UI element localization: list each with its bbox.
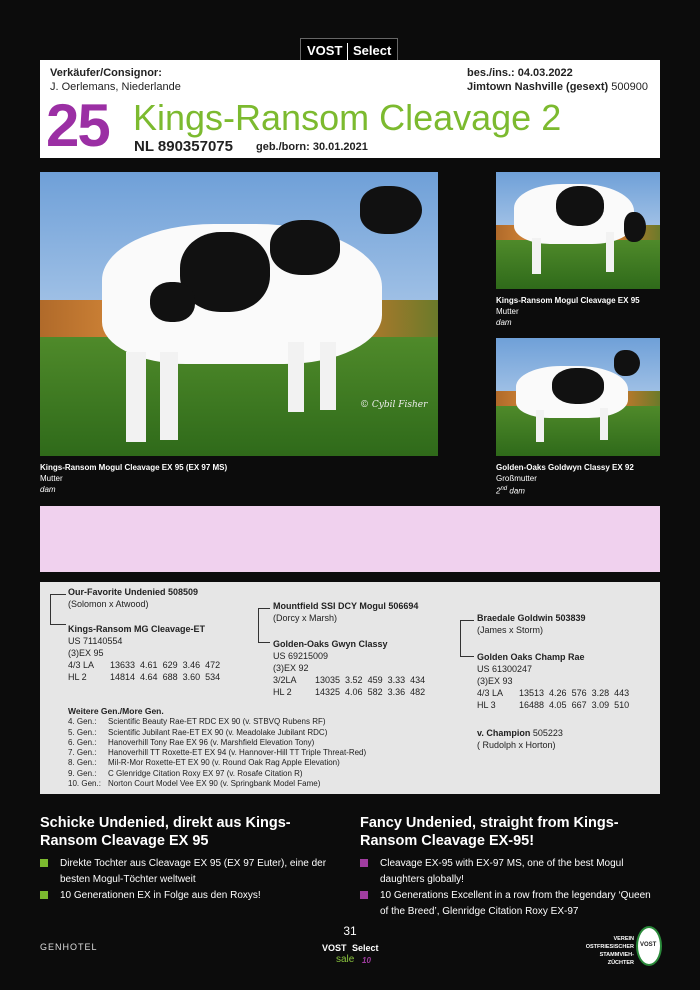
main-photo-caption xyxy=(40,462,340,495)
pedigree-dam: Kings-Ransom MG Cleavage-ET US 71140554 (3)EX 95 4/3 LA 13633 4.61 629 3.46 472 HL 2 14814 4.64 688 3.60 534 xyxy=(68,623,225,683)
generation-row: 6. Gen.: Hanoverhill Tony Rae EX 96 (v. Marshfield Elevation Tony) xyxy=(68,737,315,747)
side-photo-dam-relation-en: dam xyxy=(496,318,512,327)
main-photo-relation-en: dam xyxy=(40,485,56,494)
insemination-sire-number: 500900 xyxy=(611,81,648,93)
english-bullet: Cleavage EX-95 with EX-97 MS, one of the best Mogul daughters globally! xyxy=(360,856,660,888)
notes-box xyxy=(40,506,660,572)
insemination-sire-name: Jimtown Nashville (gesext) xyxy=(467,81,609,93)
dam-lactation-table: 4/3 LA 13633 4.61 629 3.46 472 HL 2 14814 4.64 688 3.60 534 xyxy=(68,660,221,682)
pedigree-granddam: Golden-Oaks Gwyn Classy US 69215009 (3)EX 92 3/2LA 13035 3.52 459 3.33 434 HL 2 14325 4.06 582 3.36 482 xyxy=(273,638,430,698)
granddam-lactation-table: 3/2LA 13035 3.52 459 3.33 434 HL 2 14325 4.06 582 3.36 482 xyxy=(273,675,426,697)
bullet-square-icon xyxy=(360,859,368,867)
verein-text: VEREIN OSTFRIESISCHER STAMMVIEH- ZÜCHTER xyxy=(585,936,634,966)
generation-row: 7. Gen.: Hanoverhill TT Roxette-ET EX 94 (v. Hannover-Hill TT Triple Threat-Red) xyxy=(68,748,367,758)
vost-select-sale-footer-logo: VOST Select sale 10 xyxy=(322,943,379,965)
genhotel-logo: GENHOTEL xyxy=(40,942,98,952)
side-photo-granddam-caption xyxy=(496,462,660,497)
insemination-sire xyxy=(467,81,648,93)
generation-row: 10. Gen.: Norton Court Model Vee EX 90 (v. Springbank Model Fame) xyxy=(68,779,321,789)
pedigree-box xyxy=(40,582,660,794)
ggdam-lactation-table: 4/3 LA 13513 4.26 576 3.28 443 HL 3 16488 4.05 667 3.09 510 xyxy=(477,688,630,710)
pedigree-champion: v. Champion 505223 ( Rudolph x Horton) xyxy=(477,728,563,750)
english-bullet: 10 Generations Excellent in a row from the legendary ‘Queen of the Breed’, Glenridge Citation Roxy EX-97 xyxy=(360,888,660,920)
side-photo-dam xyxy=(496,172,660,289)
generation-row: 4. Gen.: Scientific Beauty Rae-ET RDC EX 90 (v. STBVQ Rubens RF) xyxy=(68,717,326,727)
side-photo-granddam-relation-en: 2nd dam xyxy=(496,486,525,496)
german-bullet: Direkte Tochter aus Cleavage EX 95 (EX 97 Euter), eine der besten Mogul-Töchter weltweit xyxy=(40,856,340,888)
generation-row: 8. Gen.: Mil-R-Mor Roxette-ET EX 90 (v. Round Oak Rag Apple Elevation) xyxy=(68,758,340,768)
side-photo-dam-relation: Mutter xyxy=(496,307,519,316)
pedigree-sire: Our-Favorite Undenied 508509 (Solomon x Atwood) xyxy=(68,587,199,609)
main-photo xyxy=(40,172,438,456)
german-title: Schicke Undenied, direkt aus Kings-Ransom Cleavage EX 95 xyxy=(40,815,291,849)
side-photo-granddam xyxy=(496,338,660,456)
registration-number: NL 890357075 xyxy=(134,138,233,155)
german-bullet: 10 Generationen EX in Folge aus den Roxys! xyxy=(40,888,340,904)
seller-name: J. Oerlemans, Niederlande xyxy=(50,81,181,93)
pedigree-ggdam: Golden Oaks Champ Rae US 61300247 (3)EX 93 4/3 LA 13513 4.26 576 3.28 443 HL 3 16488 4.05 667 3.09 510 xyxy=(477,651,634,711)
generation-row: 5. Gen.: Scientific Jubilant Rae-ET EX 90 (v. Meadolake Jubilant RDC) xyxy=(68,727,328,737)
pedigree-mgs: Mountfield SSI DCY Mogul 506694 (Dorcy x Marsh) xyxy=(273,601,419,623)
bullet-square-icon xyxy=(40,859,48,867)
side-photo-granddam-title: Golden-Oaks Goldwyn Classy EX 92 xyxy=(496,463,634,472)
photo-watermark: © Cybil Fisher xyxy=(360,400,428,410)
lot-number: 25 xyxy=(46,92,109,159)
insemination-label: bes./ins.: 04.03.2022 xyxy=(467,67,573,79)
animal-name: Kings-Ransom Cleavage 2 xyxy=(133,97,562,138)
main-photo-relation: Mutter xyxy=(40,474,63,483)
vost-seal-logo: VOST xyxy=(636,926,662,966)
pedigree-mggs: Braedale Goldwin 503839 (James x Storm) xyxy=(477,613,586,635)
seller-label: Verkäufer/Consignor: xyxy=(50,67,162,79)
generation-row: 9. Gen.: C Glenridge Citation Roxy EX 97 (v. Rosafe Citation R) xyxy=(68,768,303,778)
more-generations xyxy=(68,706,366,789)
logo-vost: VOST xyxy=(307,43,343,58)
bullet-square-icon xyxy=(40,891,48,899)
birth-date: geb./born: 30.01.2021 xyxy=(256,141,368,153)
logo-select: Select xyxy=(353,43,392,58)
german-section xyxy=(40,814,340,904)
main-photo-title: Kings-Ransom Mogul Cleavage EX 95 (EX 97 MS) xyxy=(40,463,228,472)
english-title: Fancy Undenied, straight from Kings-Ransom Cleavage EX-95! xyxy=(360,815,619,849)
more-generations-title: Weitere Gen./More Gen. xyxy=(68,706,164,716)
side-photo-granddam-relation: Großmutter xyxy=(496,474,537,483)
side-photo-dam-title: Kings-Ransom Mogul Cleavage EX 95 xyxy=(496,296,640,305)
english-section xyxy=(360,814,660,920)
lot-header xyxy=(40,60,660,158)
page-number: 31 xyxy=(343,924,357,938)
bullet-square-icon xyxy=(360,891,368,899)
side-photo-dam-caption xyxy=(496,295,660,328)
